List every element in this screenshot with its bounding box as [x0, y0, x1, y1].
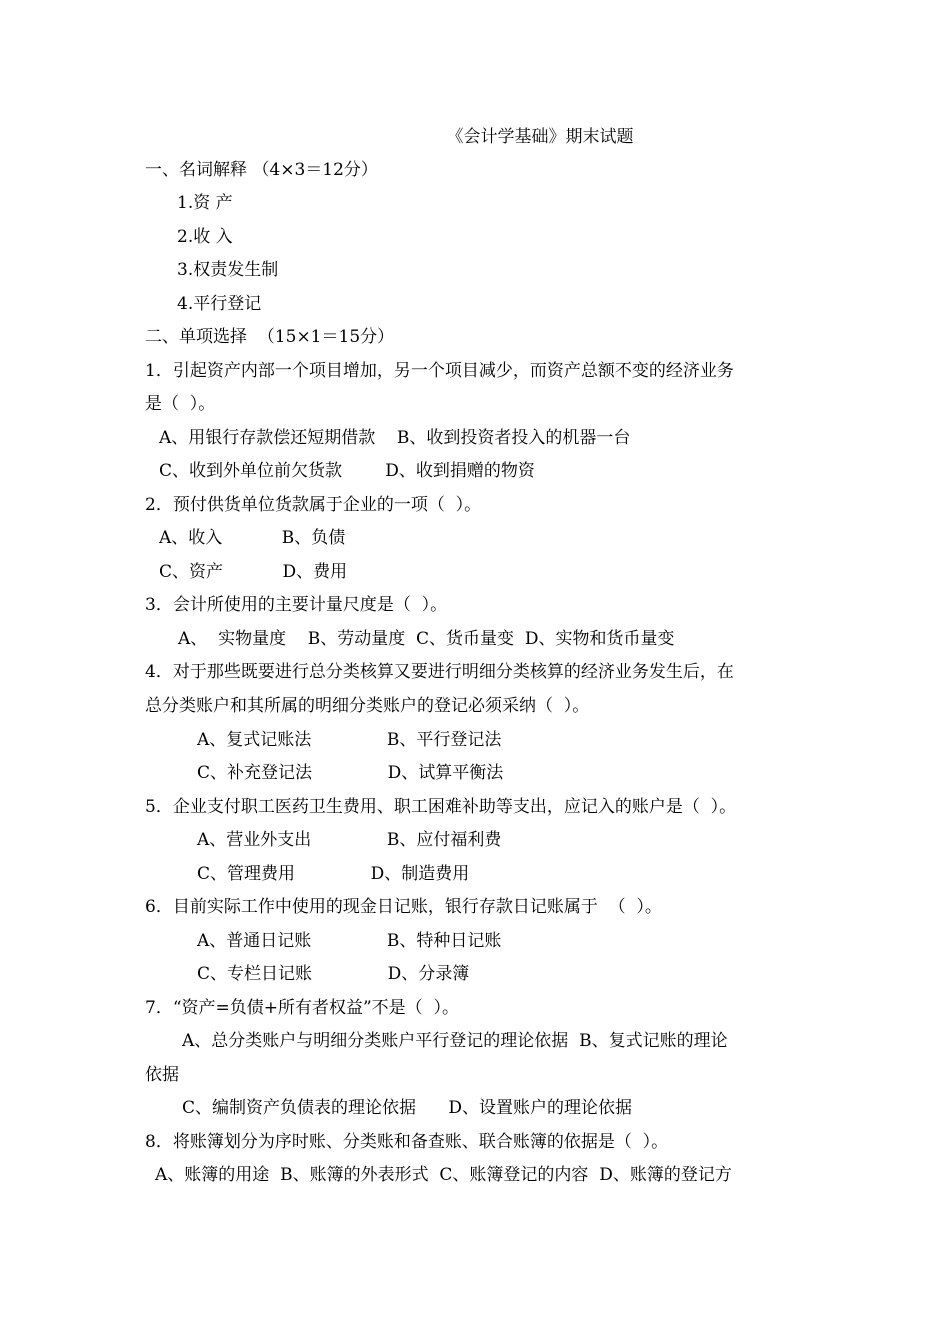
question-options: 依据 [145, 1065, 179, 1085]
question-text: 4．对于那些既要进行总分类核算又要进行明细分类核算的经济业务发生后，在 [145, 662, 734, 682]
question-options: C、补充登记法 D、试算平衡法 [197, 763, 504, 783]
question-options: A、营业外支出 B、应付福利费 [197, 830, 502, 850]
question-options: A、总分类账户与明细分类账户平行登记的理论依据 B、复式记账的理论 [182, 1031, 728, 1051]
document-title: 《会计学基础》期末试题 [446, 127, 634, 147]
question-options: A、用银行存款偿还短期借款 B、收到投资者投入的机器一台 [159, 428, 631, 448]
term-item: 2.收 入 [177, 227, 233, 247]
question-text: 7．“资产=负债+所有者权益”不是（ ）。 [145, 998, 459, 1018]
term-item: 1.资 产 [177, 193, 233, 213]
question-text: 2．预付供货单位货款属于企业的一项（ ）。 [145, 495, 482, 515]
question-options: C、管理费用 D、制造费用 [197, 864, 470, 884]
question-options: A、收入 B、负债 [159, 528, 346, 548]
term-item: 4.平行登记 [177, 294, 262, 314]
question-text: 总分类账户和其所属的明细分类账户的登记必须采纳（ ）。 [145, 696, 590, 716]
term-item: 3.权责发生制 [177, 260, 279, 280]
question-options: A、复式记账法 B、平行登记法 [197, 730, 502, 750]
question-options: A、 实物量度 B、劳动量度 C、货币量变 D、实物和货币量变 [178, 629, 675, 649]
question-options: C、编制资产负债表的理论依据 D、设置账户的理论依据 [182, 1098, 633, 1118]
question-text: 5．企业支付职工医药卫生费用、职工困难补助等支出，应记入的账户是（ ）。 [145, 797, 737, 817]
question-options: C、资产 D、费用 [159, 562, 348, 582]
question-options: C、专栏日记账 D、分录簿 [197, 964, 470, 984]
question-text: 8．将账簿划分为序时账、分类账和备查账、联合账簿的依据是（ ）。 [145, 1132, 669, 1152]
section-1-heading: 一、名词解释 （4×3＝12分） [145, 160, 378, 180]
question-options: A、账簿的用途 B、账簿的外表形式 C、账簿登记的内容 D、账簿的登记方 [155, 1165, 732, 1185]
question-text: 6．目前实际工作中使用的现金日记账，银行存款日记账属于 （ ）。 [145, 897, 662, 917]
question-options: A、普通日记账 B、特种日记账 [197, 931, 502, 951]
section-2-heading: 二、单项选择 （15×1＝15分） [145, 327, 395, 347]
question-options: C、收到外单位前欠货款 D、收到捐赠的物资 [159, 461, 535, 481]
question-text: 3．会计所使用的主要计量尺度是（ ）。 [145, 595, 448, 615]
question-text: 1．引起资产内部一个项目增加，另一个项目减少，而资产总额不变的经济业务 [145, 361, 734, 381]
question-text: 是（ ）。 [145, 394, 216, 414]
